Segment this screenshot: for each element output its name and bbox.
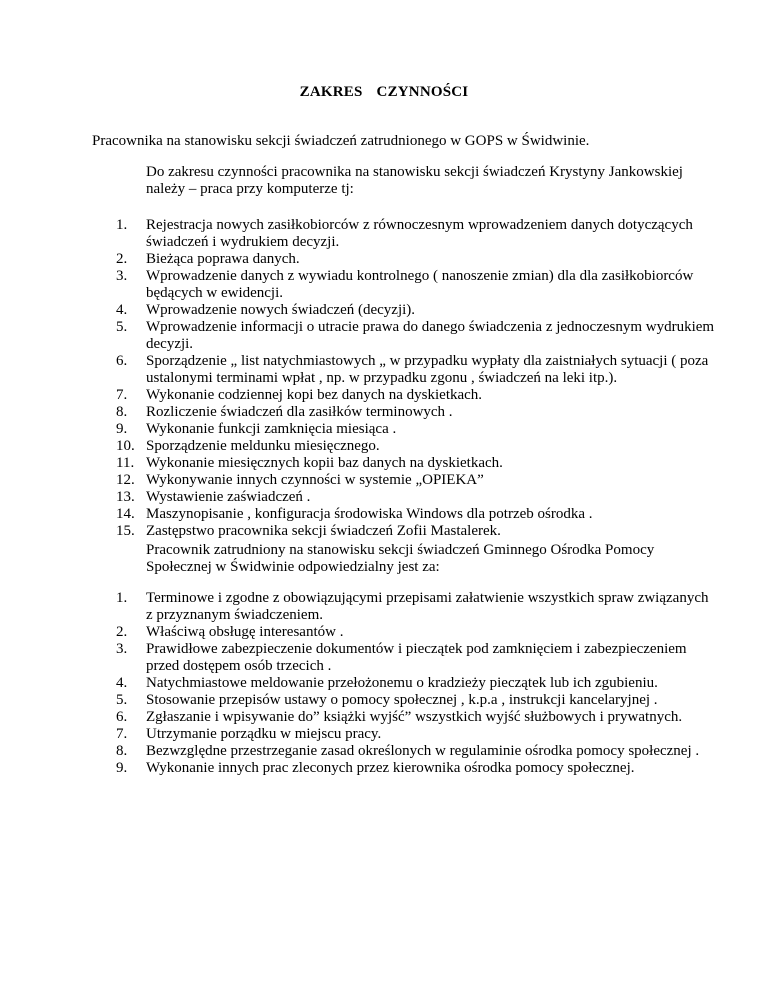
list-item-number: 2. xyxy=(116,624,128,640)
list-item-text: Sporządzenie „ list natychmiastowych „ w przypadku wypłaty dla zaistniałych sytuacji ( poza ustalonymi terminami wpłat , np. w przypadku zgonu , świadczeń na leki itp.). xyxy=(146,353,709,386)
task-list-item xyxy=(116,455,716,472)
responsibility-list-item xyxy=(116,590,716,624)
list-item-number: 9. xyxy=(116,421,128,437)
task-list-item xyxy=(116,319,716,353)
list-item-number: 6. xyxy=(116,353,128,369)
list-item-text: Wystawienie zaświadczeń . xyxy=(146,489,311,505)
list-item-text: Wykonanie funkcji zamknięcia miesiąca . xyxy=(146,421,397,437)
list-item-text: Sporządzenie meldunku miesięcznego. xyxy=(146,438,380,454)
list-item-text: Zgłaszanie i wpisywanie do” książki wyjść” wszystkich wyjść służbowych i prywatnych. xyxy=(146,709,683,725)
responsibility-list-item xyxy=(116,692,716,709)
responsibility-list-item xyxy=(116,743,716,760)
list-item-number: 6. xyxy=(116,709,128,725)
list-item-number: 4. xyxy=(116,302,128,318)
list-item-number: 12. xyxy=(116,472,135,488)
list-item-text: Natychmiastowe meldowanie przełożonemu o kradzieży pieczątek lub ich zgubieniu. xyxy=(146,675,658,691)
list-item-number: 3. xyxy=(116,268,128,284)
list-item-text: Stosowanie przepisów ustawy o pomocy społecznej , k.p.a , instrukcji kancelaryjnej . xyxy=(146,692,658,708)
task-list-item xyxy=(116,353,716,387)
list-item-number: 5. xyxy=(116,319,128,335)
responsibility-list-item xyxy=(116,726,716,743)
list-item-text: Właściwą obsługę interesantów . xyxy=(146,624,344,640)
task-list-item xyxy=(116,251,716,268)
list-item-number: 3. xyxy=(116,641,128,657)
list-item-number: 5. xyxy=(116,692,128,708)
list-item-number: 1. xyxy=(116,590,128,606)
list-item-text: Rejestracja nowych zasiłkobiorców z równoczesnym wprowadzeniem danych dotyczących świadczeń i wydrukiem decyzji. xyxy=(146,217,693,250)
list-item-text: Prawidłowe zabezpieczenie dokumentów i pieczątek pod zamknięciem i zabezpieczeniem przed dostępem osób trzecich . xyxy=(146,641,687,674)
list-item-text: Wykonanie innych prac zleconych przez kierownika ośrodka pomocy społecznej. xyxy=(146,760,635,776)
list-item-text: Bezwzględne przestrzeganie zasad określonych w regulaminie ośrodka pomocy społecznej . xyxy=(146,743,700,759)
task-list-item xyxy=(116,217,716,251)
list-item-text: Utrzymanie porządku w miejscu pracy. xyxy=(146,726,382,742)
list-item-number: 8. xyxy=(116,743,128,759)
list-item-number: 7. xyxy=(116,387,128,403)
list-item-text: Wprowadzenie nowych świadczeń (decyzji). xyxy=(146,302,416,318)
list-item-number: 1. xyxy=(116,217,128,233)
list-item-number: 2. xyxy=(116,251,128,267)
list-item-number: 14. xyxy=(116,506,135,522)
task-list-item xyxy=(116,404,716,421)
list-item-number: 10. xyxy=(116,438,135,454)
responsibility-list-item xyxy=(116,641,716,675)
list-item-number: 11. xyxy=(116,455,135,471)
responsibility-list-item xyxy=(116,675,716,692)
list-item-text: Wykonywanie innych czynności w systemie „OPIEKA” xyxy=(146,472,484,488)
responsibilities-list xyxy=(116,590,716,777)
task-list-item xyxy=(116,387,716,404)
document-subtitle: Pracownika na stanowisku sekcji świadczeń zatrudnionego w GOPS w Świdwinie. xyxy=(92,133,590,149)
list-item-text: Rozliczenie świadczeń dla zasiłków terminowych . xyxy=(146,404,453,420)
task-list-item xyxy=(116,302,716,319)
responsibility-list-item xyxy=(116,624,716,641)
responsibility-list-item xyxy=(116,760,716,777)
list-item-number: 15. xyxy=(116,523,135,539)
list-item-text: Wprowadzenie informacji o utracie prawa do danego świadczenia z jednoczesnym wydrukiem decyzji. xyxy=(146,319,715,352)
list-item-number: 9. xyxy=(116,760,128,776)
list-item-number: 8. xyxy=(116,404,128,420)
task-list-item xyxy=(116,268,716,302)
list-item-text: Bieżąca poprawa danych. xyxy=(146,251,300,267)
list-item-text: Wprowadzenie danych z wywiadu kontrolnego ( nanoszenie zmian) dla dla zasiłkobiorców będących w ewidencji. xyxy=(146,268,694,301)
tasks-intro-paragraph: Do zakresu czynności pracownika na stanowisku sekcji świadczeń Krystyny Jankowskiej należy – praca przy komputerze tj: xyxy=(146,164,683,197)
list-item-text: Terminowe i zgodne z obowiązującymi przepisami załatwienie wszystkich spraw związanych z przyznanym świadczeniem. xyxy=(146,590,709,623)
task-list-item xyxy=(116,489,716,506)
responsibility-list-item xyxy=(116,709,716,726)
responsibilities-intro-paragraph: Pracownik zatrudniony na stanowisku sekcji świadczeń Gminnego Ośrodka Pomocy Społecznej w Świdwinie odpowiedzialny jest za: xyxy=(146,542,655,575)
list-item-number: 13. xyxy=(116,489,135,505)
title-word-2: CZYNNOŚCI xyxy=(376,84,469,100)
list-item-text: Wykonanie codziennej kopi bez danych na dyskietkach. xyxy=(146,387,483,403)
list-item-text: Maszynopisanie , konfiguracja środowiska Windows dla potrzeb ośrodka . xyxy=(146,506,593,522)
tasks-list xyxy=(116,217,716,540)
list-item-text: Wykonanie miesięcznych kopii baz danych na dyskietkach. xyxy=(146,455,503,471)
task-list-item xyxy=(116,523,716,540)
list-item-number: 7. xyxy=(116,726,128,742)
list-item-number: 4. xyxy=(116,675,128,691)
page-title xyxy=(0,84,768,101)
title-word-1: ZAKRES xyxy=(299,84,363,100)
task-list-item xyxy=(116,472,716,489)
task-list-item xyxy=(116,506,716,523)
list-item-text: Zastępstwo pracownika sekcji świadczeń Zofii Mastalerek. xyxy=(146,523,501,539)
task-list-item xyxy=(116,438,716,455)
task-list-item xyxy=(116,421,716,438)
